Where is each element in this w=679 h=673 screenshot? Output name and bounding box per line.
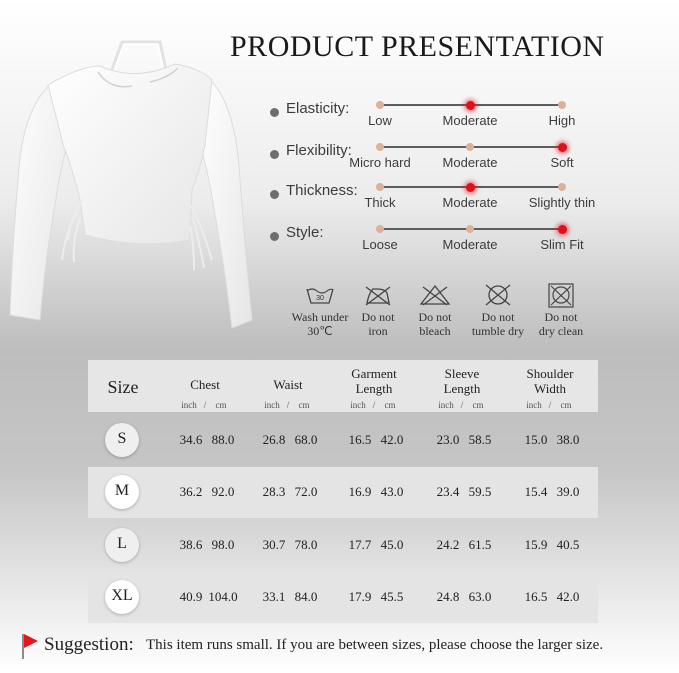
value-inch: 16.5 bbox=[348, 432, 372, 447]
unit-label: inch bbox=[526, 400, 542, 410]
column-header bbox=[190, 377, 220, 392]
column-header-line1: Waist bbox=[273, 377, 303, 392]
scale-option-label: Moderate bbox=[442, 195, 498, 210]
bullet-icon bbox=[270, 190, 279, 199]
no-bleach-icon bbox=[418, 283, 452, 308]
scale-option-label: Slim Fit bbox=[540, 237, 584, 252]
value-inch: 30.7 bbox=[262, 537, 286, 552]
scale-option-label: Loose bbox=[362, 237, 398, 252]
svg-text:30: 30 bbox=[316, 295, 324, 302]
value-inch: 26.8 bbox=[262, 432, 286, 447]
value-inch: 16.9 bbox=[348, 484, 372, 499]
value-inch: 40.9 bbox=[179, 589, 203, 604]
column-header bbox=[527, 366, 574, 396]
value-inch: 36.2 bbox=[179, 484, 203, 499]
value-cm: 42.0 bbox=[556, 589, 580, 604]
unit-label: inch bbox=[264, 400, 280, 410]
value-inch: 16.5 bbox=[524, 589, 548, 604]
attribute-name: Style: bbox=[286, 224, 324, 241]
value-cm: 45.5 bbox=[380, 589, 404, 604]
bullet-icon bbox=[270, 108, 279, 117]
column-header-line1: Sleeve bbox=[444, 366, 480, 381]
value-cm: 88.0 bbox=[211, 432, 235, 447]
value-cm: 78.0 bbox=[294, 537, 318, 552]
column-header-line1: Chest bbox=[190, 377, 220, 392]
value-inch: 15.9 bbox=[524, 537, 548, 552]
scale-option-label: High bbox=[548, 113, 576, 128]
scale-dot bbox=[466, 143, 474, 151]
value-inch: 23.4 bbox=[436, 484, 460, 499]
bullet-icon bbox=[270, 150, 279, 159]
attribute-name: Elasticity: bbox=[286, 100, 350, 117]
value-inch: 15.0 bbox=[524, 432, 548, 447]
value-inch: 17.7 bbox=[348, 537, 372, 552]
value-inch: 24.2 bbox=[436, 537, 460, 552]
unit-label: / bbox=[548, 400, 552, 410]
attribute-name: Flexibility: bbox=[286, 142, 352, 159]
flag-icon bbox=[20, 632, 40, 660]
unit-label: / bbox=[286, 400, 290, 410]
value-inch: 33.1 bbox=[262, 589, 286, 604]
care-label-line2: 30℃ bbox=[307, 324, 333, 338]
no-tumble-dry-icon bbox=[481, 283, 515, 308]
care-label-line1: Do not bbox=[361, 310, 395, 324]
size-label: S bbox=[117, 430, 127, 447]
column-header-line2: Width bbox=[534, 381, 566, 396]
attribute-row bbox=[270, 142, 670, 178]
scale-dot bbox=[376, 183, 384, 191]
bullet-icon bbox=[270, 232, 279, 241]
care-label-line1: Do not bbox=[544, 310, 578, 324]
care-label-line2: iron bbox=[368, 324, 388, 338]
scale-option-label: Moderate bbox=[442, 155, 498, 170]
selected-dot bbox=[558, 225, 567, 234]
value-cm: 61.5 bbox=[468, 537, 492, 552]
value-cm: 104.0 bbox=[208, 589, 238, 604]
size-column-header: Size bbox=[107, 377, 139, 397]
value-cm: 84.0 bbox=[294, 589, 318, 604]
care-label-line1: Do not bbox=[418, 310, 452, 324]
selected-dot bbox=[558, 143, 567, 152]
value-cm: 40.5 bbox=[556, 537, 580, 552]
column-header-line1: Garment bbox=[351, 366, 397, 381]
no-iron-icon bbox=[361, 283, 395, 308]
unit-label: inch bbox=[438, 400, 454, 410]
wash-30-icon bbox=[303, 283, 337, 308]
scale-option-label: Soft bbox=[550, 155, 574, 170]
scale-dot bbox=[558, 101, 566, 109]
care-item bbox=[521, 283, 601, 338]
unit-label: / bbox=[460, 400, 464, 410]
value-cm: 39.0 bbox=[556, 484, 580, 499]
no-dry-clean-icon bbox=[544, 283, 578, 308]
scale-option-label: Low bbox=[368, 113, 392, 128]
unit-label: cm bbox=[384, 400, 396, 410]
scale-dot bbox=[466, 225, 474, 233]
value-cm: 92.0 bbox=[211, 484, 235, 499]
unit-label: cm bbox=[560, 400, 572, 410]
attribute-row bbox=[270, 224, 670, 260]
value-inch: 15.4 bbox=[524, 484, 548, 499]
value-inch: 28.3 bbox=[262, 484, 286, 499]
table-row bbox=[88, 467, 598, 518]
value-inch: 38.6 bbox=[179, 537, 203, 552]
column-header bbox=[351, 366, 396, 396]
column-header-line2: Length bbox=[355, 381, 393, 396]
value-inch: 34.6 bbox=[179, 432, 203, 447]
page-title: PRODUCT PRESENTATION bbox=[230, 30, 605, 63]
value-cm: 42.0 bbox=[380, 432, 404, 447]
table-row bbox=[88, 415, 598, 466]
value-cm: 59.5 bbox=[468, 484, 492, 499]
table-row bbox=[88, 572, 598, 623]
suggestion-text: This item runs small. If you are between sizes, please choose the larger size. bbox=[146, 637, 604, 653]
care-label-line1: Wash under bbox=[291, 310, 349, 324]
table-row bbox=[88, 520, 598, 571]
scale-dot bbox=[376, 101, 384, 109]
care-label-line2: bleach bbox=[419, 324, 451, 338]
unit-label: cm bbox=[298, 400, 310, 410]
scale-dot bbox=[558, 183, 566, 191]
attribute-row bbox=[270, 100, 670, 136]
care-label-line2: dry clean bbox=[538, 324, 584, 338]
value-inch: 17.9 bbox=[348, 589, 372, 604]
product-image bbox=[0, 30, 260, 340]
selected-dot bbox=[466, 101, 475, 110]
value-inch: 24.8 bbox=[436, 589, 460, 604]
column-header-line1: Shoulder bbox=[526, 366, 574, 381]
size-label: M bbox=[114, 482, 130, 499]
unit-label: / bbox=[203, 400, 207, 410]
scale-dot bbox=[376, 143, 384, 151]
unit-label: / bbox=[372, 400, 376, 410]
value-cm: 98.0 bbox=[211, 537, 235, 552]
size-table bbox=[88, 360, 598, 623]
column-header bbox=[273, 377, 302, 392]
value-cm: 38.0 bbox=[556, 432, 580, 447]
scale-dot bbox=[376, 225, 384, 233]
unit-label: inch bbox=[181, 400, 197, 410]
scale-option-label: Micro hard bbox=[349, 155, 411, 170]
scale-option-label: Moderate bbox=[442, 237, 498, 252]
unit-label: inch bbox=[350, 400, 366, 410]
size-label: L bbox=[117, 535, 127, 552]
unit-label: cm bbox=[215, 400, 227, 410]
care-label-line1: Do not bbox=[481, 310, 515, 324]
value-cm: 43.0 bbox=[380, 484, 404, 499]
selected-dot bbox=[466, 183, 475, 192]
attribute-row bbox=[270, 182, 670, 218]
value-cm: 58.5 bbox=[468, 432, 492, 447]
table-header-row bbox=[88, 360, 598, 412]
unit-label: cm bbox=[472, 400, 484, 410]
care-label-line2: tumble dry bbox=[471, 324, 525, 338]
column-header-line2: Length bbox=[443, 381, 481, 396]
value-cm: 63.0 bbox=[468, 589, 492, 604]
value-inch: 23.0 bbox=[436, 432, 460, 447]
scale-option-label: Slightly thin bbox=[528, 195, 596, 210]
suggestion-label: Suggestion: bbox=[44, 634, 134, 655]
scale-option-label: Thick bbox=[364, 195, 396, 210]
size-label: XL bbox=[111, 587, 133, 604]
value-cm: 68.0 bbox=[294, 432, 318, 447]
attribute-name: Thickness: bbox=[286, 182, 358, 199]
value-cm: 72.0 bbox=[294, 484, 318, 499]
column-header bbox=[444, 366, 481, 396]
scale-option-label: Moderate bbox=[442, 113, 498, 128]
value-cm: 45.0 bbox=[380, 537, 404, 552]
